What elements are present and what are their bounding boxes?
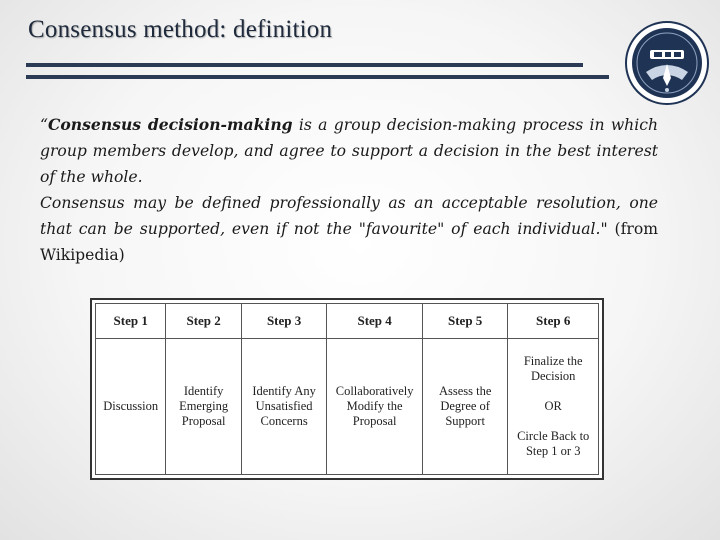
step-header: Step 4 bbox=[327, 304, 423, 339]
professional-paragraph bbox=[40, 190, 658, 268]
step-cell-line: Decision bbox=[530, 369, 576, 383]
step-cell-line: Degree of bbox=[440, 399, 490, 413]
step-cell-line: Circle Back to bbox=[517, 429, 590, 443]
title-underline-top bbox=[26, 63, 583, 67]
definition-paragraph bbox=[40, 112, 658, 190]
step-cell bbox=[166, 339, 241, 475]
step-cell bbox=[422, 339, 508, 475]
step-cell-line: Step 1 or 3 bbox=[525, 444, 581, 458]
consensus-steps-figure bbox=[90, 298, 604, 480]
step-cell-line: OR bbox=[544, 399, 562, 413]
step-header: Step 6 bbox=[508, 304, 599, 339]
step-cell-line: Discussion bbox=[103, 399, 159, 413]
source-citation: (from Wikipedia) bbox=[40, 220, 658, 264]
step-cell-line: Emerging bbox=[179, 399, 229, 413]
step-cell-line: Identify bbox=[183, 384, 224, 398]
steps-header-row bbox=[96, 304, 599, 339]
step-header: Step 3 bbox=[241, 304, 327, 339]
professional-definition: Consensus may be defined professionally as an acceptable resolution, one that can be supported, even if not the "favourite" of each individual." bbox=[40, 194, 658, 238]
step-cell-line: Proposal bbox=[181, 414, 226, 428]
step-cell-spacer bbox=[511, 414, 595, 429]
definition-text bbox=[40, 112, 658, 268]
step-cell-line: Proposal bbox=[352, 414, 397, 428]
step-cell bbox=[508, 339, 599, 475]
step-cell-line: Identify Any bbox=[252, 384, 316, 398]
step-cell-line: Modify the bbox=[346, 399, 403, 413]
consensus-steps-table bbox=[95, 303, 599, 475]
step-cell-line: Unsatisfied bbox=[255, 399, 313, 413]
step-header: Step 1 bbox=[96, 304, 166, 339]
title-underline-bottom bbox=[26, 75, 609, 79]
step-cell-line: Finalize the bbox=[523, 354, 583, 368]
seal-logo-icon bbox=[624, 20, 710, 106]
open-quote: “ bbox=[40, 116, 48, 134]
step-cell-spacer bbox=[511, 384, 595, 399]
step-cell-line: Support bbox=[445, 414, 485, 428]
step-header: Step 2 bbox=[166, 304, 241, 339]
step-cell bbox=[327, 339, 423, 475]
slide-title: Consensus method: definition bbox=[28, 16, 333, 43]
step-cell-line: Assess the bbox=[438, 384, 492, 398]
step-cell bbox=[241, 339, 327, 475]
definition-sentence: is a group decision-making process in which group members develop, and agree to support a decision in the best interest of the whole. bbox=[40, 116, 658, 186]
step-cell-line: Concerns bbox=[260, 414, 308, 428]
step-cell bbox=[96, 339, 166, 475]
steps-content-row bbox=[96, 339, 599, 475]
defined-term: Consensus decision-making bbox=[47, 115, 293, 134]
step-header: Step 5 bbox=[422, 304, 508, 339]
step-cell-line: Collaboratively bbox=[335, 384, 414, 398]
